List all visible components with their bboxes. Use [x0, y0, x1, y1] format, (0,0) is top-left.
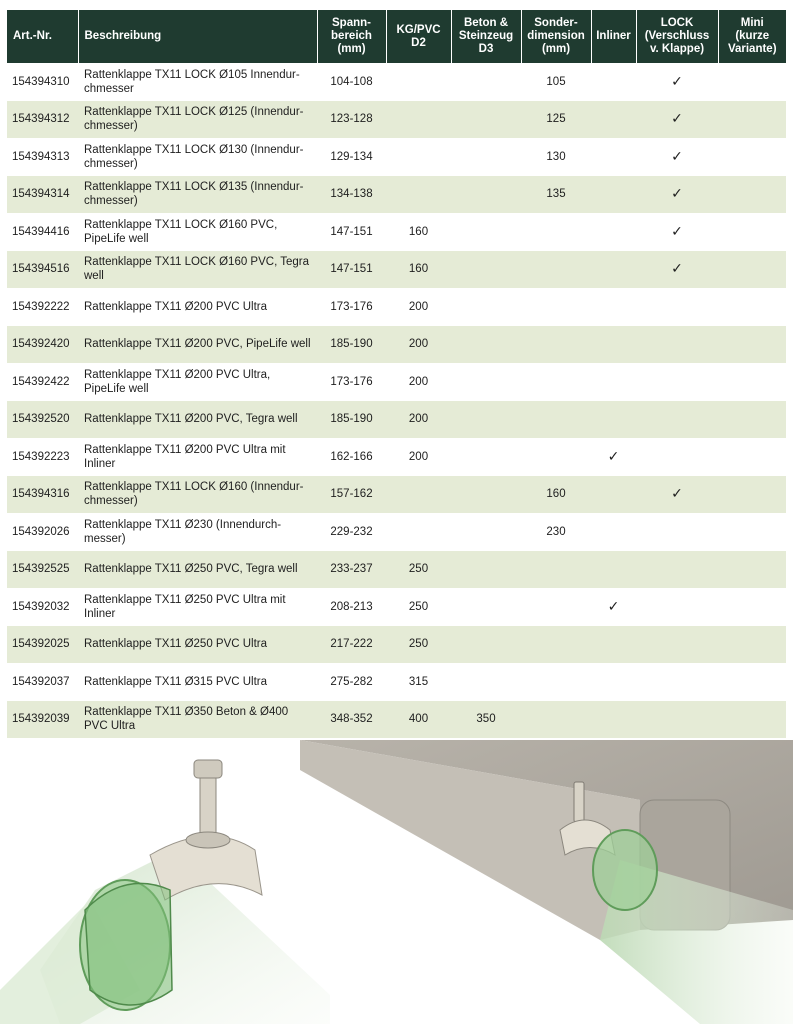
cell-kg	[386, 176, 451, 214]
cell-sonder: 230	[521, 513, 591, 551]
cell-mini	[718, 438, 786, 476]
cell-sonder	[521, 288, 591, 326]
cell-inliner	[591, 251, 636, 289]
cell-mini	[718, 138, 786, 176]
cell-beton	[451, 551, 521, 589]
cell-desc: Rattenklappe TX11 LOCK Ø160 PVC, PipeLife well	[78, 213, 317, 251]
cell-desc: Rattenklappe TX11 Ø250 PVC Ultra	[78, 626, 317, 664]
cell-mini	[718, 401, 786, 439]
header-mini-line-3: Variante)	[727, 43, 777, 55]
cell-inliner	[591, 138, 636, 176]
cell-beton	[451, 326, 521, 364]
check-icon: ✓	[671, 185, 683, 202]
check-icon: ✓	[671, 260, 683, 277]
rat-flap-installed-in-manhole-render	[300, 740, 793, 1024]
cell-lock	[636, 326, 718, 364]
cell-spann: 129-134	[317, 138, 386, 176]
cell-desc: Rattenklappe TX11 Ø200 PVC, PipeLife well	[78, 326, 317, 364]
cell-mini	[718, 326, 786, 364]
cell-beton	[451, 138, 521, 176]
cell-beton	[451, 663, 521, 701]
cell-kg: 250	[386, 588, 451, 626]
table-row	[7, 176, 786, 214]
cell-spann: 348-352	[317, 701, 386, 739]
cell-inliner	[591, 63, 636, 101]
cell-desc: Rattenklappe TX11 Ø315 PVC Ultra	[78, 663, 317, 701]
table-row	[7, 513, 786, 551]
cell-spann: 275-282	[317, 663, 386, 701]
header-sonderdimension	[521, 10, 591, 63]
cell-lock	[636, 513, 718, 551]
cell-mini	[718, 588, 786, 626]
table-row	[7, 363, 786, 401]
cell-spann: 229-232	[317, 513, 386, 551]
cell-beton	[451, 363, 521, 401]
header-spannbereich-line-1: Spann-	[332, 17, 371, 29]
cell-mini	[718, 288, 786, 326]
check-icon: ✓	[671, 485, 683, 502]
header-mini-line-2: (kurze	[735, 30, 770, 42]
cell-desc: Rattenklappe TX11 Ø200 PVC Ultra mit Inliner	[78, 438, 317, 476]
cell-spann: 157-162	[317, 476, 386, 514]
check-icon: ✓	[671, 222, 683, 239]
product-illustrations	[0, 740, 793, 1024]
cell-spann: 185-190	[317, 326, 386, 364]
header-lock-line-3: v. Klappe)	[649, 43, 705, 55]
cell-desc: Rattenklappe TX11 Ø200 PVC Ultra, PipeLife well	[78, 363, 317, 401]
cell-artnr: 154394314	[7, 176, 78, 214]
header-sonder-line-3: (mm)	[541, 43, 571, 55]
cell-sonder	[521, 551, 591, 589]
check-icon: ✓	[671, 72, 683, 89]
cell-artnr: 154392420	[7, 326, 78, 364]
cell-spann: 134-138	[317, 176, 386, 214]
cell-beton	[451, 101, 521, 139]
table-row	[7, 626, 786, 664]
cell-spann: 162-166	[317, 438, 386, 476]
header-spannbereich-line-2: bereich	[331, 30, 372, 42]
cell-artnr: 154394516	[7, 251, 78, 289]
cell-artnr: 154392032	[7, 588, 78, 626]
cell-desc: Rattenklappe TX11 Ø230 (Innendurch-messer)	[78, 513, 317, 551]
table-body	[7, 63, 786, 738]
cell-desc: Rattenklappe TX11 LOCK Ø125 (Innendur-chmesser)	[78, 101, 317, 139]
cell-lock	[636, 476, 718, 514]
cell-sonder	[521, 363, 591, 401]
cell-inliner	[591, 588, 636, 626]
cell-kg: 160	[386, 213, 451, 251]
cell-beton: 350	[451, 701, 521, 739]
cell-lock	[636, 701, 718, 739]
cell-sonder	[521, 588, 591, 626]
table-row	[7, 326, 786, 364]
table-row	[7, 476, 786, 514]
header-beschreibung: Beschreibung	[78, 10, 317, 63]
cell-artnr: 154392025	[7, 626, 78, 664]
cell-lock	[636, 138, 718, 176]
cell-spann: 185-190	[317, 401, 386, 439]
header-artnr: Art.-Nr.	[7, 10, 78, 63]
cell-kg: 200	[386, 401, 451, 439]
cell-beton	[451, 251, 521, 289]
cell-kg: 200	[386, 363, 451, 401]
header-lock-line-2: (Verschluss	[644, 30, 710, 42]
header-kg-pvc-line-1: KG/PVC	[396, 23, 441, 36]
table-row	[7, 63, 786, 101]
cell-artnr: 154392222	[7, 288, 78, 326]
cell-inliner	[591, 326, 636, 364]
cell-spann: 173-176	[317, 288, 386, 326]
cell-lock	[636, 101, 718, 139]
cell-inliner	[591, 363, 636, 401]
table-row	[7, 663, 786, 701]
cell-kg: 200	[386, 326, 451, 364]
cell-beton	[451, 213, 521, 251]
cell-inliner	[591, 476, 636, 514]
cell-spann: 147-151	[317, 251, 386, 289]
cell-mini	[718, 626, 786, 664]
cell-artnr: 154394312	[7, 101, 78, 139]
cell-inliner	[591, 513, 636, 551]
cell-kg: 315	[386, 663, 451, 701]
cell-beton	[451, 176, 521, 214]
cell-spann: 233-237	[317, 551, 386, 589]
cell-sonder	[521, 438, 591, 476]
cell-kg	[386, 63, 451, 101]
table-row	[7, 213, 786, 251]
cell-sonder	[521, 326, 591, 364]
spindle-rod-right	[574, 782, 584, 822]
header-beton-steinzeug	[451, 10, 521, 63]
cell-kg	[386, 101, 451, 139]
table-row	[7, 588, 786, 626]
cell-kg: 250	[386, 551, 451, 589]
cell-sonder	[521, 626, 591, 664]
cell-kg: 160	[386, 251, 451, 289]
cell-spann: 147-151	[317, 213, 386, 251]
flap-disc-right	[593, 830, 657, 910]
cell-artnr: 154394416	[7, 213, 78, 251]
cell-artnr: 154394310	[7, 63, 78, 101]
cell-desc: Rattenklappe TX11 Ø250 PVC, Tegra well	[78, 551, 317, 589]
cell-lock	[636, 213, 718, 251]
cell-mini	[718, 213, 786, 251]
cell-beton	[451, 63, 521, 101]
cell-lock	[636, 288, 718, 326]
check-icon: ✓	[607, 447, 620, 464]
cell-lock	[636, 663, 718, 701]
cell-inliner	[591, 663, 636, 701]
cell-kg	[386, 513, 451, 551]
table-row	[7, 138, 786, 176]
cell-beton	[451, 438, 521, 476]
header-sonder-line-2: dimension	[527, 30, 585, 42]
flap-edge-left	[85, 883, 172, 1005]
cell-artnr: 154392039	[7, 701, 78, 739]
cell-sonder	[521, 701, 591, 739]
table-header-row	[7, 10, 786, 63]
cell-inliner	[591, 626, 636, 664]
header-beton-line-1: Beton &	[463, 17, 509, 29]
header-kg-pvc-line-2: D2	[411, 36, 426, 49]
spindle-rod	[200, 770, 216, 840]
cell-lock	[636, 401, 718, 439]
cell-sonder	[521, 401, 591, 439]
cell-inliner	[591, 551, 636, 589]
cell-mini	[718, 63, 786, 101]
cell-lock	[636, 551, 718, 589]
header-lock-line-1: LOCK	[660, 17, 694, 29]
table-row	[7, 251, 786, 289]
cell-desc: Rattenklappe TX11 Ø250 PVC Ultra mit Inliner	[78, 588, 317, 626]
cell-desc: Rattenklappe TX11 LOCK Ø130 (Innendur-chmesser)	[78, 138, 317, 176]
cell-inliner	[591, 288, 636, 326]
cell-beton	[451, 588, 521, 626]
cell-beton	[451, 626, 521, 664]
cell-sonder	[521, 663, 591, 701]
cell-mini	[718, 363, 786, 401]
cell-inliner	[591, 101, 636, 139]
cell-desc: Rattenklappe TX11 LOCK Ø135 (Innendur-chmesser)	[78, 176, 317, 214]
cell-lock	[636, 588, 718, 626]
cell-kg: 200	[386, 288, 451, 326]
cell-beton	[451, 288, 521, 326]
cell-lock	[636, 251, 718, 289]
cell-artnr: 154392520	[7, 401, 78, 439]
cell-lock	[636, 363, 718, 401]
cell-kg	[386, 476, 451, 514]
cell-mini	[718, 701, 786, 739]
cell-sonder: 105	[521, 63, 591, 101]
table-row	[7, 551, 786, 589]
cell-artnr: 154392026	[7, 513, 78, 551]
cell-kg: 200	[386, 438, 451, 476]
cell-mini	[718, 176, 786, 214]
check-icon: ✓	[671, 147, 683, 164]
header-mini-line-1: Mini	[740, 17, 764, 29]
cell-mini	[718, 513, 786, 551]
cell-spann: 104-108	[317, 63, 386, 101]
header-mini	[718, 10, 786, 63]
cell-artnr: 154392422	[7, 363, 78, 401]
cell-inliner	[591, 401, 636, 439]
cell-spann: 217-222	[317, 626, 386, 664]
cell-inliner	[591, 701, 636, 739]
spindle-head	[194, 760, 222, 778]
cell-lock	[636, 626, 718, 664]
cell-mini	[718, 663, 786, 701]
cell-artnr: 154394316	[7, 476, 78, 514]
rat-flap-product-render	[0, 760, 330, 1024]
table-row	[7, 438, 786, 476]
cell-lock	[636, 63, 718, 101]
header-lock	[636, 10, 718, 63]
product-table	[7, 10, 786, 738]
header-inliner: Inliner	[591, 10, 636, 63]
header-beton-line-3: D3	[478, 43, 494, 55]
cell-beton	[451, 476, 521, 514]
cell-lock	[636, 176, 718, 214]
cell-sonder	[521, 213, 591, 251]
header-sonder-line-1: Sonder-	[534, 17, 578, 29]
cell-inliner	[591, 213, 636, 251]
cell-artnr: 154392037	[7, 663, 78, 701]
cell-mini	[718, 101, 786, 139]
cell-spann: 173-176	[317, 363, 386, 401]
cell-inliner	[591, 176, 636, 214]
check-icon: ✓	[607, 597, 620, 614]
cell-sonder	[521, 251, 591, 289]
cell-artnr: 154394313	[7, 138, 78, 176]
cell-beton	[451, 513, 521, 551]
cell-desc: Rattenklappe TX11 LOCK Ø160 PVC, Tegra well	[78, 251, 317, 289]
header-spannbereich	[317, 10, 386, 63]
table-row	[7, 288, 786, 326]
cell-mini	[718, 476, 786, 514]
header-spannbereich-line-3: (mm)	[337, 43, 366, 55]
cell-kg: 250	[386, 626, 451, 664]
cell-sonder: 160	[521, 476, 591, 514]
cell-desc: Rattenklappe TX11 Ø200 PVC Ultra	[78, 288, 317, 326]
cell-artnr: 154392525	[7, 551, 78, 589]
cell-desc: Rattenklappe TX11 LOCK Ø105 Innendur-chmesser	[78, 63, 317, 101]
cell-sonder: 125	[521, 101, 591, 139]
cell-spann: 123-128	[317, 101, 386, 139]
cell-desc: Rattenklappe TX11 Ø200 PVC, Tegra well	[78, 401, 317, 439]
table-row	[7, 101, 786, 139]
cell-spann: 208-213	[317, 588, 386, 626]
header-beton-line-2: Steinzeug	[458, 30, 514, 42]
cell-sonder: 135	[521, 176, 591, 214]
table-row	[7, 701, 786, 739]
cell-lock	[636, 438, 718, 476]
check-icon: ✓	[671, 110, 683, 127]
cell-desc: Rattenklappe TX11 LOCK Ø160 (Innendur-chmesser)	[78, 476, 317, 514]
cell-mini	[718, 251, 786, 289]
cell-sonder: 130	[521, 138, 591, 176]
spindle-base	[186, 832, 230, 848]
table-row	[7, 401, 786, 439]
cell-kg	[386, 138, 451, 176]
cell-desc: Rattenklappe TX11 Ø350 Beton & Ø400 PVC Ultra	[78, 701, 317, 739]
cell-kg: 400	[386, 701, 451, 739]
cell-beton	[451, 401, 521, 439]
cell-artnr: 154392223	[7, 438, 78, 476]
cell-mini	[718, 551, 786, 589]
header-kg-pvc	[386, 10, 451, 63]
cell-inliner	[591, 438, 636, 476]
